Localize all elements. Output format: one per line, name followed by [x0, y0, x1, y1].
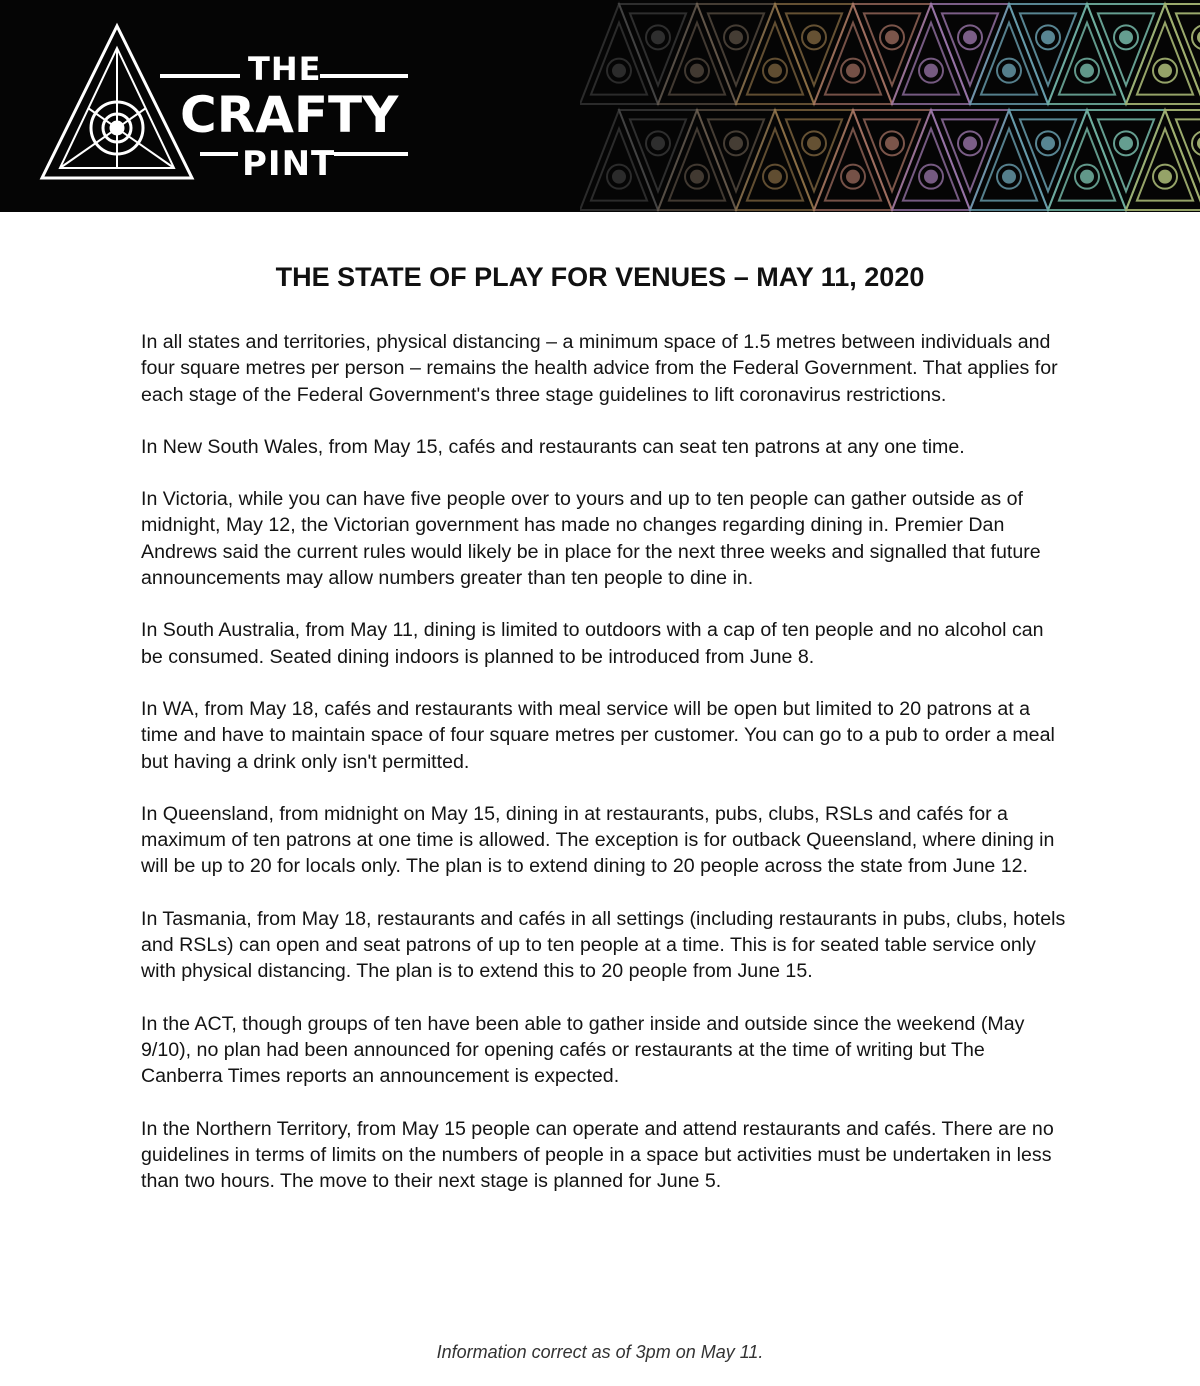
body-paragraph: In the ACT, though groups of ten have been able to gather inside and outside since the weekend (May 9/10), no plan had been announced for opening cafés or restaurants at the time of writing but The Canberra Times reports an announcement is expected. — [141, 1012, 1025, 1088]
logo-text-pint: PINT — [242, 144, 336, 184]
header-banner — [0, 0, 1200, 212]
body-paragraph: In the Northern Territory, from May 15 people can operate and attend restaurants and cafés. There are no guidelines in terms of limits on the numbers of people in a space but activities must be undertaken in less than two hours. The move to their next stage is planned for June 5. — [141, 1117, 1054, 1193]
body-paragraph: In Queensland, from midnight on May 15, dining in at restaurants, pubs, clubs, RSLs and cafés for a maximum of ten patrons at one time is allowed. The exception is for outback Queensland, where dining in will be up to 20 for locals only. The plan is to extend dining to 20 people across the state from June 12. — [141, 802, 1055, 878]
body-paragraph: In Victoria, while you can have five people over to yours and up to ten people can gather outside as of midnight, May 12, the Victorian government has made no changes regarding dining in. Premier Dan Andrews said the current rules would likely be in place for the next three weeks and signalled that future announcements may allow numbers greater than ten people to dine in. — [141, 488, 1041, 590]
triangle-pattern-decoration — [580, 0, 1200, 212]
page-title: THE STATE OF PLAY FOR VENUES – MAY 11, 2020 — [275, 262, 925, 292]
wordmark-rule — [320, 74, 408, 78]
logo-text-crafty: CRAFTY — [180, 86, 399, 144]
wordmark-rule — [160, 74, 240, 78]
body-paragraph: In New South Wales, from May 15, cafés and restaurants can seat ten patrons at any one time. — [141, 435, 965, 458]
logo-text-the: THE — [248, 50, 322, 88]
footer-note: Information correct as of 3pm on May 11. — [436, 1342, 764, 1362]
wordmark-rule — [200, 152, 238, 156]
wordmark-rule — [334, 152, 408, 156]
body-paragraph: In South Australia, from May 11, dining is limited to outdoors with a cap of ten people and no alcohol can be consumed. Seated dining indoors is planned to be introduced from June 8. — [141, 619, 1044, 668]
article-body — [141, 329, 1066, 1220]
body-paragraph: In Tasmania, from May 18, restaurants and cafés in all settings (including restaurants in pubs, clubs, hotels and RSLs) can open and seat patrons of up to ten people at a time. This is for seated table service only with physical distancing. The plan is to extend this to 20 people from June 15. — [141, 907, 1066, 983]
body-paragraph: In all states and territories, physical distancing – a minimum space of 1.5 metres between individuals and four square metres per person – remains the health advice from the Federal Government. That applies for each stage of the Federal Government's three stage guidelines to lift coronavirus restrictions. — [141, 331, 1058, 406]
body-paragraph: In WA, from May 18, cafés and restaurants with meal service will be open but limited to 20 patrons at a time and have to maintain space of four square metres per customer. You can go to a pub to order a meal but having a drink only isn't permitted. — [141, 697, 1055, 773]
crafty-pint-wordmark — [150, 50, 420, 190]
